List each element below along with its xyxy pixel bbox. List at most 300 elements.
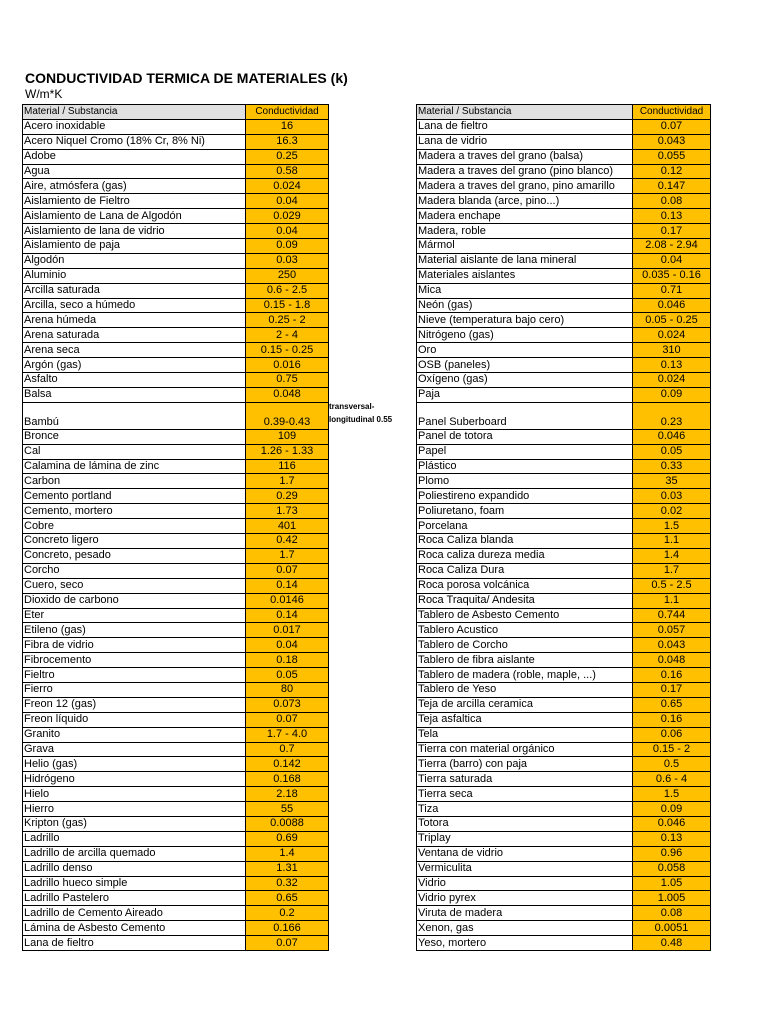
conductivity-cell: 0.03 [633, 489, 711, 504]
conductivity-cell: 0.017 [246, 623, 329, 638]
conductivity-cell: 1.005 [633, 891, 711, 906]
material-cell: Materiales aislantes [417, 268, 633, 283]
material-cell: Aluminio [23, 268, 246, 283]
conductivity-cell: 0.02 [633, 504, 711, 519]
conductivity-cell: 0.15 - 0.25 [246, 343, 329, 358]
conductivity-cell: 0.09 [246, 239, 329, 254]
conductivity-cell: 0.147 [633, 179, 711, 194]
table-row [417, 519, 711, 534]
material-cell: Fieltro [23, 668, 246, 683]
conductivity-cell: 2 - 4 [246, 328, 329, 343]
conductivity-cell: 1.5 [633, 519, 711, 534]
table-row [417, 328, 711, 343]
material-cell: Porcelana [417, 519, 633, 534]
material-cell: Poliestireno expandido [417, 489, 633, 504]
conductivity-cell: 0.07 [633, 119, 711, 134]
material-cell: Freon 12 (gas) [23, 697, 246, 712]
material-cell: Lana de fieltro [23, 936, 246, 951]
table-row [23, 727, 329, 742]
conductivity-cell: 0.58 [246, 164, 329, 179]
conductivity-cell: 0.15 - 2 [633, 742, 711, 757]
conductivity-cell: 0.13 [633, 209, 711, 224]
material-cell: Neón (gas) [417, 298, 633, 313]
material-cell: Tierra (barro) con paja [417, 757, 633, 772]
conductivity-cell: 0.16 [633, 712, 711, 727]
material-cell: Mica [417, 283, 633, 298]
material-cell: Lana de fieltro [417, 119, 633, 134]
table-row [23, 787, 329, 802]
material-cell: Grava [23, 742, 246, 757]
material-cell: Cemento, mortero [23, 504, 246, 519]
material-cell: Ladrillo Pastelero [23, 891, 246, 906]
table-row [23, 268, 329, 283]
material-cell: Hidrógeno [23, 772, 246, 787]
table-row [23, 283, 329, 298]
conductivity-cell: 0.04 [633, 253, 711, 268]
material-cell: Hierro [23, 802, 246, 817]
material-cell: Arcilla, seco a húmedo [23, 298, 246, 313]
conductivity-cell: 1.7 - 4.0 [246, 727, 329, 742]
material-cell: Helio (gas) [23, 757, 246, 772]
material-cell: Poliuretano, foam [417, 504, 633, 519]
conductivity-cell: 0.32 [246, 876, 329, 891]
conductivity-cell: 0.07 [246, 936, 329, 951]
table-row [417, 936, 711, 951]
table-row [417, 697, 711, 712]
table-row [417, 387, 711, 402]
material-cell: Teja de arcilla ceramica [417, 697, 633, 712]
table-row [23, 876, 329, 891]
table-row [23, 298, 329, 313]
conductivity-cell: 0.03 [246, 253, 329, 268]
table-row [417, 194, 711, 209]
table-row [417, 253, 711, 268]
conductivity-cell: 1.5 [633, 787, 711, 802]
table-row [417, 831, 711, 846]
conductivity-cell: 1.73 [246, 504, 329, 519]
conductivity-cell: 0.046 [633, 429, 711, 444]
material-cell: Xenon, gas [417, 921, 633, 936]
conductivity-cell: 0.035 - 0.16 [633, 268, 711, 283]
conductivity-cell: 0.13 [633, 831, 711, 846]
material-cell: Triplay [417, 831, 633, 846]
conductivity-cell: 0.08 [633, 194, 711, 209]
conductivity-cell: 0.024 [246, 179, 329, 194]
table-row [417, 712, 711, 727]
table-row [23, 164, 329, 179]
material-cell: Madera a traves del grano (pino blanco) [417, 164, 633, 179]
conductivity-cell: 0.6 - 4 [633, 772, 711, 787]
table-row [23, 194, 329, 209]
conductivity-cell: 0.25 - 2 [246, 313, 329, 328]
table-row [417, 608, 711, 623]
table-row [23, 224, 329, 239]
conductivity-cell: 16 [246, 119, 329, 134]
conductivity-cell: 0.6 - 2.5 [246, 283, 329, 298]
table-row [23, 444, 329, 459]
material-cell: Roca porosa volcánica [417, 578, 633, 593]
material-cell: Roca caliza dureza media [417, 548, 633, 563]
material-cell: Fierro [23, 682, 246, 697]
table-row [23, 757, 329, 772]
material-cell: Bronce [23, 429, 246, 444]
table-row [23, 402, 329, 429]
material-cell: Hielo [23, 787, 246, 802]
conductivity-cell: 0.69 [246, 831, 329, 846]
material-cell: Calamina de lámina de zinc [23, 459, 246, 474]
material-cell: Dioxido de carbono [23, 593, 246, 608]
table-row [417, 727, 711, 742]
conductivity-cell: 0.06 [633, 727, 711, 742]
material-cell: Paja [417, 387, 633, 402]
conductivity-cell: 0.96 [633, 846, 711, 861]
table-row [417, 373, 711, 388]
conductivity-cell: 0.71 [633, 283, 711, 298]
conductivity-cell: 0.0146 [246, 593, 329, 608]
conductivity-cell: 0.0051 [633, 921, 711, 936]
conductivity-cell: 16.3 [246, 134, 329, 149]
material-cell: Arena húmeda [23, 313, 246, 328]
table-header-row [417, 105, 711, 120]
table-row [23, 831, 329, 846]
conductivity-cell: 0.166 [246, 921, 329, 936]
material-cell: Madera a traves del grano (balsa) [417, 149, 633, 164]
conductivity-cell: 0.058 [633, 861, 711, 876]
table-row [417, 459, 711, 474]
material-cell: Cemento portland [23, 489, 246, 504]
material-cell: Ladrillo de arcilla quemado [23, 846, 246, 861]
table-row [417, 921, 711, 936]
table-row [23, 653, 329, 668]
conductivity-cell: 310 [633, 343, 711, 358]
material-cell: Nieve (temperatura bajo cero) [417, 313, 633, 328]
table-row [417, 429, 711, 444]
table-row [23, 387, 329, 402]
table-row [417, 548, 711, 563]
material-cell: Roca Caliza blanda [417, 534, 633, 549]
material-cell: Asfalto [23, 373, 246, 388]
conductivity-cell: 0.5 - 2.5 [633, 578, 711, 593]
material-cell: Agua [23, 164, 246, 179]
table-row [23, 429, 329, 444]
conductivity-cell: 0.0088 [246, 816, 329, 831]
material-cell: Arena saturada [23, 328, 246, 343]
conductivity-cell: 250 [246, 268, 329, 283]
conductivity-cell: 1.1 [633, 593, 711, 608]
material-cell: Ladrillo [23, 831, 246, 846]
material-cell: Concreto ligero [23, 534, 246, 549]
table-row [23, 548, 329, 563]
material-cell: Ladrillo denso [23, 861, 246, 876]
conductivity-cell: 0.08 [633, 906, 711, 921]
material-cell: Lana de vidrio [417, 134, 633, 149]
table-row [417, 504, 711, 519]
conductivity-cell: 0.07 [246, 563, 329, 578]
table-row [417, 119, 711, 134]
material-cell: Tablero de Corcho [417, 638, 633, 653]
material-cell: Panel de totora [417, 429, 633, 444]
table-row [23, 608, 329, 623]
table-row [23, 682, 329, 697]
material-cell: Tierra con material orgánico [417, 742, 633, 757]
table-row [23, 489, 329, 504]
material-cell: Carbon [23, 474, 246, 489]
table-row [417, 772, 711, 787]
table-row [23, 459, 329, 474]
material-cell: Yeso, mortero [417, 936, 633, 951]
table-row [23, 623, 329, 638]
conductivity-cell: 0.05 [633, 444, 711, 459]
table-row [23, 891, 329, 906]
table-row [417, 742, 711, 757]
table-row [23, 668, 329, 683]
conductivity-cell: 0.04 [246, 224, 329, 239]
material-cell: Tablero de Asbesto Cemento [417, 608, 633, 623]
material-cell: Material aislante de lana mineral [417, 253, 633, 268]
material-cell: OSB (paneles) [417, 358, 633, 373]
table-row [417, 906, 711, 921]
table-row [417, 313, 711, 328]
conductivity-cell: 0.29 [246, 489, 329, 504]
table-row [417, 298, 711, 313]
material-cell: Granito [23, 727, 246, 742]
table-row [23, 149, 329, 164]
table-row [23, 373, 329, 388]
conductivity-cell: 0.65 [633, 697, 711, 712]
material-cell: Argón (gas) [23, 358, 246, 373]
table-row [417, 891, 711, 906]
conductivity-cell: 0.07 [246, 712, 329, 727]
table-row [23, 134, 329, 149]
material-cell: Fibra de vidrio [23, 638, 246, 653]
table-row [23, 534, 329, 549]
material-cell: Etileno (gas) [23, 623, 246, 638]
material-cell: Aislamiento de lana de vidrio [23, 224, 246, 239]
material-cell: Nitrógeno (gas) [417, 328, 633, 343]
material-cell: Ladrillo hueco simple [23, 876, 246, 891]
conductivity-column-header: Conductividad [246, 105, 329, 120]
table-row [23, 846, 329, 861]
material-cell: Cobre [23, 519, 246, 534]
table-row [23, 504, 329, 519]
conductivity-cell: 0.024 [633, 328, 711, 343]
conductivity-cell: 0.5 [633, 757, 711, 772]
conductivity-cell: 55 [246, 802, 329, 817]
material-cell: Ladrillo de Cemento Aireado [23, 906, 246, 921]
material-cell: Madera enchape [417, 209, 633, 224]
material-cell: Totora [417, 816, 633, 831]
table-row [417, 638, 711, 653]
table-row [417, 578, 711, 593]
table-row [23, 358, 329, 373]
table-row [23, 921, 329, 936]
conductivity-cell: 0.04 [246, 194, 329, 209]
conductivity-cell: 0.14 [246, 578, 329, 593]
conductivity-cell: 0.168 [246, 772, 329, 787]
material-cell: Acero Niquel Cromo (18% Cr, 8% Ni) [23, 134, 246, 149]
material-cell: Bambú [23, 402, 246, 429]
material-cell: Vidrio pyrex [417, 891, 633, 906]
table-row [417, 268, 711, 283]
conductivity-cell: 0.12 [633, 164, 711, 179]
conductivity-cell: 0.18 [246, 653, 329, 668]
conductivity-table-right [416, 104, 711, 951]
material-cell: Balsa [23, 387, 246, 402]
material-cell: Oro [417, 343, 633, 358]
conductivity-cell: 0.04 [246, 638, 329, 653]
material-cell: Vidrio [417, 876, 633, 891]
material-cell: Roca Traquita/ Andesita [417, 593, 633, 608]
table-row [417, 402, 711, 429]
table-row [417, 802, 711, 817]
conductivity-cell: 0.05 [246, 668, 329, 683]
conductivity-cell: 0.2 [246, 906, 329, 921]
material-cell: Kripton (gas) [23, 816, 246, 831]
conductivity-cell: 0.043 [633, 638, 711, 653]
conductivity-table-left [22, 104, 329, 951]
conductivity-cell: 1.7 [246, 548, 329, 563]
material-cell: Plástico [417, 459, 633, 474]
conductivity-cell: 0.7 [246, 742, 329, 757]
table-row [23, 697, 329, 712]
table-row [23, 593, 329, 608]
conductivity-cell: 0.043 [633, 134, 711, 149]
table-row [417, 623, 711, 638]
material-cell: Teja asfaltica [417, 712, 633, 727]
conductivity-cell: 0.046 [633, 298, 711, 313]
table-row [417, 283, 711, 298]
table-row [417, 179, 711, 194]
material-cell: Papel [417, 444, 633, 459]
table-header-row [23, 105, 329, 120]
conductivity-cell: 0.05 - 0.25 [633, 313, 711, 328]
conductivity-cell: 0.25 [246, 149, 329, 164]
conductivity-cell: 0.17 [633, 224, 711, 239]
conductivity-cell: 0.48 [633, 936, 711, 951]
conductivity-cell: 1.4 [246, 846, 329, 861]
conductivity-cell: 0.33 [633, 459, 711, 474]
table-row [417, 239, 711, 254]
conductivity-cell: 80 [246, 682, 329, 697]
table-row [417, 816, 711, 831]
material-cell: Algodón [23, 253, 246, 268]
material-cell: Roca Caliza Dura [417, 563, 633, 578]
conductivity-cell: 1.26 - 1.33 [246, 444, 329, 459]
material-cell: Tierra saturada [417, 772, 633, 787]
page-title: CONDUCTIVIDAD TERMICA DE MATERIALES (k) [25, 70, 348, 86]
table-row [23, 179, 329, 194]
material-cell: Concreto, pesado [23, 548, 246, 563]
material-cell: Tierra seca [417, 787, 633, 802]
conductivity-cell: 0.055 [633, 149, 711, 164]
table-row [23, 328, 329, 343]
conductivity-cell: 0.057 [633, 623, 711, 638]
material-cell: Fibrocemento [23, 653, 246, 668]
conductivity-cell: 0.029 [246, 209, 329, 224]
conductivity-cell: 1.7 [246, 474, 329, 489]
conductivity-cell: 116 [246, 459, 329, 474]
table-row [417, 846, 711, 861]
table-row [23, 343, 329, 358]
table-row [23, 936, 329, 951]
conductivity-cell: 0.048 [633, 653, 711, 668]
note-line: transversal- [329, 402, 375, 411]
material-cell: Tablero Acustico [417, 623, 633, 638]
bambu-note [329, 400, 392, 426]
table-row [23, 638, 329, 653]
table-row [23, 239, 329, 254]
material-cell: Eter [23, 608, 246, 623]
material-cell: Vermiculita [417, 861, 633, 876]
material-cell: Mármol [417, 239, 633, 254]
table-row [417, 164, 711, 179]
table-row [23, 772, 329, 787]
table-row [23, 474, 329, 489]
table-row [23, 802, 329, 817]
table-row [417, 757, 711, 772]
conductivity-cell: 0.15 - 1.8 [246, 298, 329, 313]
table-row [417, 149, 711, 164]
conductivity-cell: 0.09 [633, 387, 711, 402]
material-cell: Corcho [23, 563, 246, 578]
conductivity-cell: 0.073 [246, 697, 329, 712]
conductivity-cell: 1.31 [246, 861, 329, 876]
table-row [417, 593, 711, 608]
table-row [23, 209, 329, 224]
conductivity-cell: 2.08 - 2.94 [633, 239, 711, 254]
table-row [417, 489, 711, 504]
table-row [417, 224, 711, 239]
material-cell: Panel Suberboard [417, 402, 633, 429]
conductivity-cell: 0.048 [246, 387, 329, 402]
material-cell: Oxígeno (gas) [417, 373, 633, 388]
table-row [23, 861, 329, 876]
conductivity-cell: 1.7 [633, 563, 711, 578]
table-row [417, 358, 711, 373]
conductivity-cell: 0.42 [246, 534, 329, 549]
conductivity-cell: 0.142 [246, 757, 329, 772]
table-row [23, 253, 329, 268]
table-row [417, 653, 711, 668]
conductivity-cell: 0.17 [633, 682, 711, 697]
table-row [417, 563, 711, 578]
unit-label: W/m*K [25, 87, 63, 101]
material-cell: Viruta de madera [417, 906, 633, 921]
material-cell: Arena seca [23, 343, 246, 358]
conductivity-cell: 401 [246, 519, 329, 534]
material-cell: Plomo [417, 474, 633, 489]
table-row [23, 742, 329, 757]
conductivity-cell: 2.18 [246, 787, 329, 802]
conductivity-cell: 1.1 [633, 534, 711, 549]
material-cell: Tela [417, 727, 633, 742]
conductivity-column-header: Conductividad [633, 105, 711, 120]
conductivity-cell: 1.05 [633, 876, 711, 891]
material-cell: Tablero de Yeso [417, 682, 633, 697]
table-row [417, 534, 711, 549]
material-cell: Aire, atmósfera (gas) [23, 179, 246, 194]
material-cell: Madera a traves del grano, pino amarillo [417, 179, 633, 194]
table-row [417, 861, 711, 876]
conductivity-cell: 0.046 [633, 816, 711, 831]
table-row [417, 343, 711, 358]
conductivity-cell: 0.14 [246, 608, 329, 623]
material-cell: Aislamiento de Lana de Algodón [23, 209, 246, 224]
table-row [23, 563, 329, 578]
conductivity-cell: 0.16 [633, 668, 711, 683]
table-row [23, 119, 329, 134]
material-cell: Tablero de madera (roble, maple, ...) [417, 668, 633, 683]
